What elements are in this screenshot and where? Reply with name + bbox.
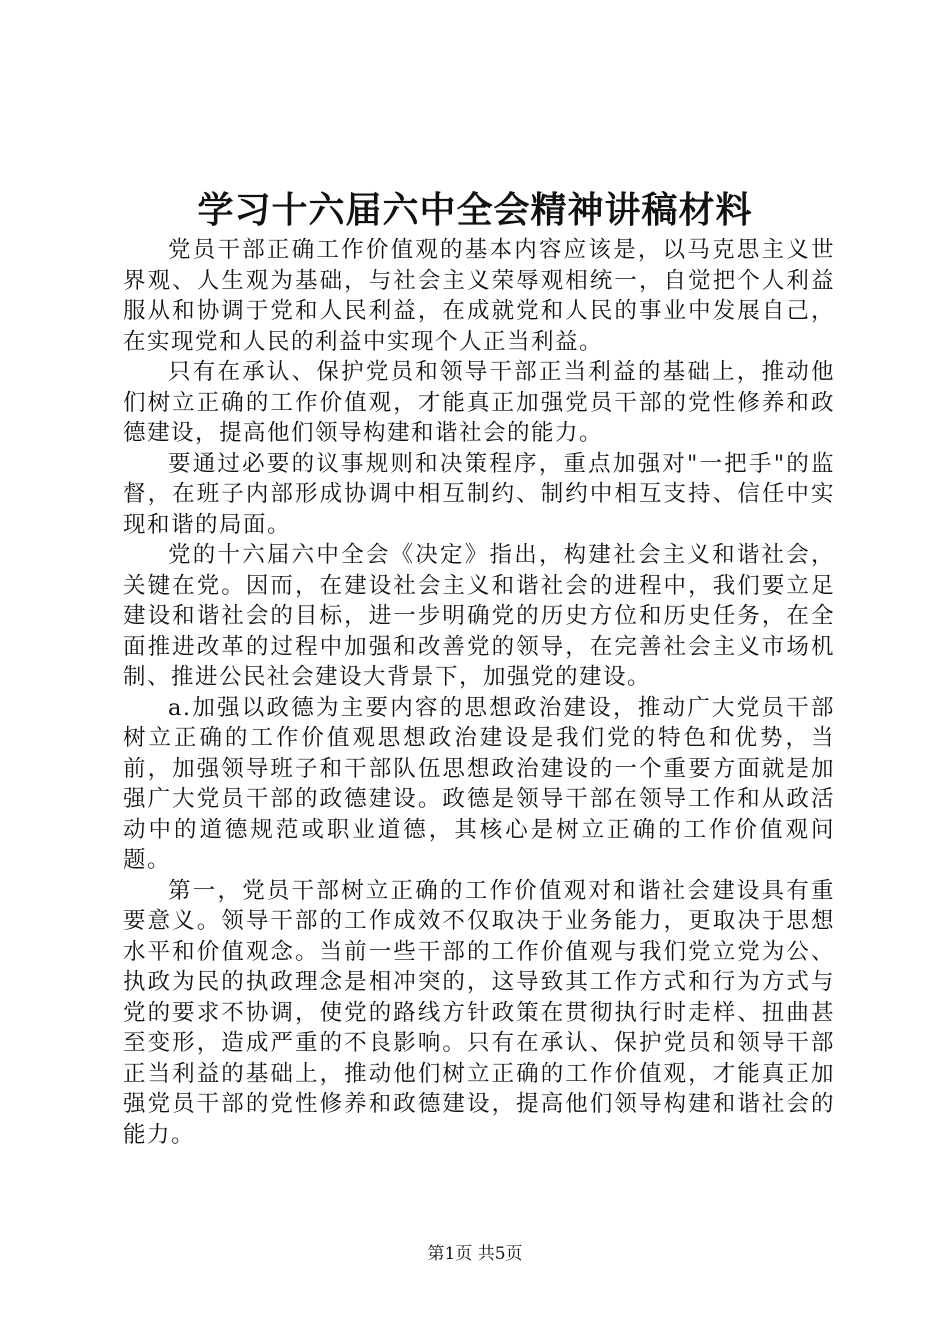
paragraph: 第一，党员干部树立正确的工作价值观对和谐社会建设具有重要意义。领导干部的工作成效不仅取决于业务能力，更取决于思想水平和价值观念。当前一些干部的工作价值观与我们党立党为公、执政为民的执政理念是相冲突的，这导致其工作方式和行为方式与党的要求不协调，使党的路线方针政策在贯彻执行时走样、扭曲甚至变形，造成严重的不良影响。只有在承认、保护党员和领导干部正当利益的基础上，推动他们树立正确的工作价值观，才能真正加强党员干部的党性修养和政德建设，提高他们领导构建和谐社会的能力。 (123, 877, 835, 1148)
paragraph: 党员干部正确工作价值观的基本内容应该是，以马克思主义世界观、人生观为基础，与社会主义荣辱观相统一，自觉把个人利益服从和协调于党和人民利益，在成就党和人民的事业中发展自己，在实现党和人民的利益中实现个人正当利益。 (123, 237, 835, 355)
paragraph: 要通过必要的议事规则和决策程序，重点加强对"一把手"的监督，在班子内部形成协调中相互制约、制约中相互支持、信任中实现和谐的局面。 (123, 450, 835, 538)
paragraph: 党的十六届六中全会《决定》指出，构建社会主义和谐社会，关键在党。因而，在建设社会主义和谐社会的进程中，我们要立足建设和谐社会的目标，进一步明确党的历史方位和历史任务，在全面推进改革的过程中加强和改善党的领导，在完善社会主义市场机制、推进公民社会建设大背景下，加强党的建设。 (123, 542, 835, 690)
paragraph: a.加强以政德为主要内容的思想政治建设，推动广大党员干部树立正确的工作价值观思想政治建设是我们党的特色和优势，当前，加强领导班子和干部队伍思想政治建设的一个重要方面就是加强广大党员干部的政德建设。政德是领导干部在领导工作和从政活动中的道德规范或职业道德，其核心是树立正确的工作价值观问题。 (123, 694, 835, 873)
document-title: 学习十六届六中全会精神讲稿材料 (197, 189, 753, 231)
page-footer: 第1页 共5页 (427, 1244, 523, 1264)
document-body (123, 235, 835, 1150)
paragraph: 只有在承认、保护党员和领导干部正当利益的基础上，推动他们树立正确的工作价值观，才能真正加强党员干部的党性修养和政德建设，提高他们领导构建和谐社会的能力。 (123, 359, 835, 446)
